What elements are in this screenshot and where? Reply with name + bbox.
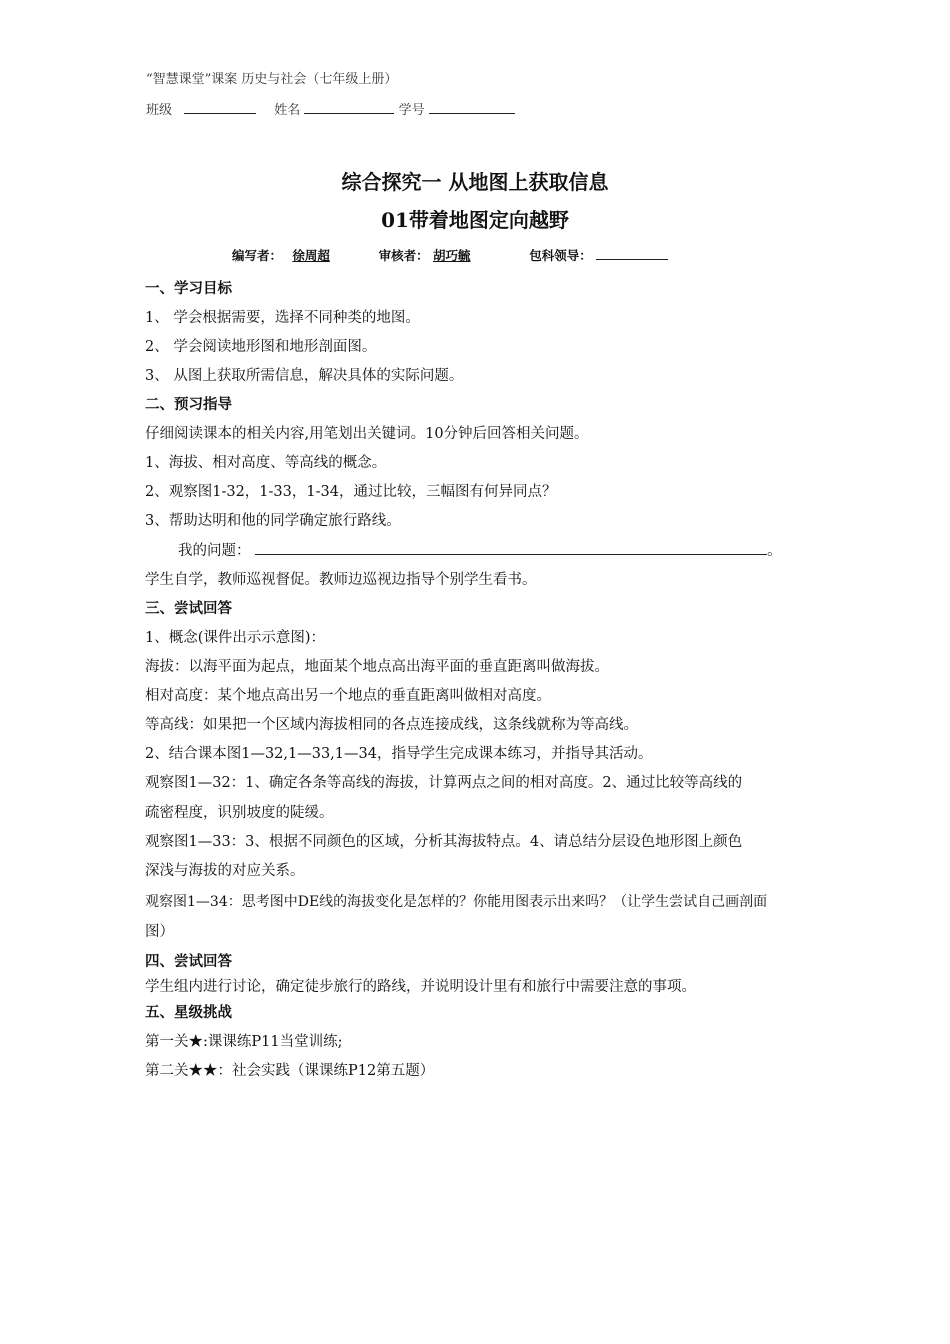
- credits-line: [232, 246, 668, 264]
- document-subtitle: “智慧课堂”课案 历史与社会（七年级上册）: [146, 72, 398, 87]
- try-line: 深浅与海拔的对应关系。: [145, 863, 305, 879]
- leader-label: 包科领导：: [529, 248, 592, 263]
- section-heading-try: 三、尝试回答: [145, 600, 232, 617]
- try-line: 2、结合课本图1—32,1—33,1—34，指导学生完成课本练习，并指导其活动。: [145, 746, 653, 762]
- section-heading-challenge: 五、星级挑战: [145, 1004, 232, 1021]
- try-line: 观察图1—32：1、确定各条等高线的海拔，计算两点之间的相对高度。2、通过比较等高线的: [145, 775, 743, 791]
- id-blank[interactable]: [429, 101, 515, 114]
- reviewer-name: 胡巧毓: [432, 248, 471, 263]
- preview-note: 学生自学，教师巡视督促。教师边巡视边指导个别学生看书。: [145, 572, 537, 588]
- name-label: 姓名: [274, 103, 301, 118]
- try-line: 观察图1—33：3、根据不同颜色的区域，分析其海拔特点。4、请总结分层设色地形图上颜色: [145, 834, 743, 850]
- challenge-line: 第一关★:课课练P11当堂训练;: [145, 1034, 343, 1050]
- discussion-line: 学生组内进行讨论，确定徒步旅行的路线，并说明设计里有和旅行中需要注意的事项。: [145, 979, 696, 995]
- try-line: 观察图1—34：思考图中DE线的海拔变化是怎样的？你能用图表示出来吗？（让学生尝试自己画剖面: [145, 894, 768, 910]
- try-line: 等高线：如果把一个区域内海拔相同的各点连接成线，这条线就称为等高线。: [145, 717, 638, 733]
- preview-line: 2、观察图1-32，1-33，1-34，通过比较，三幅图有何异同点？: [145, 484, 557, 500]
- try-line: 图）: [145, 924, 174, 940]
- my-question-end: 。: [767, 543, 782, 559]
- goal-item: 2、 学会阅读地形图和地形剖面图。: [145, 339, 377, 355]
- try-line: 海拔：以海平面为起点，地面某个地点高出海平面的垂直距离叫做海拔。: [145, 659, 609, 675]
- section-heading-preview: 二、预习指导: [145, 396, 232, 413]
- editor-label: 编写者：: [232, 248, 283, 263]
- preview-line: 3、帮助达明和他的同学确定旅行路线。: [145, 513, 401, 529]
- main-title: 综合探究一 从地图上获取信息: [341, 170, 609, 194]
- my-question-blank[interactable]: [255, 540, 767, 555]
- try-line: 疏密程度，识别坡度的陡缓。: [145, 805, 334, 821]
- preview-line: 1、海拔、相对高度、等高线的概念。: [145, 455, 387, 471]
- try-line: 相对高度：某个地点高出另一个地点的垂直距离叫做相对高度。: [145, 688, 551, 704]
- challenge-line: 第二关★★：社会实践（课课练P12第五题）: [145, 1063, 435, 1079]
- name-blank[interactable]: [304, 101, 394, 114]
- preview-line: 仔细阅读课本的相关内容,用笔划出关键词。10分钟后回答相关问题。: [145, 426, 589, 442]
- section-heading-try-2: 四、尝试回答: [145, 953, 232, 970]
- leader-blank[interactable]: [596, 247, 668, 260]
- reviewer-label: 审核者：: [378, 248, 429, 263]
- my-question-label: 我的问题：: [178, 543, 251, 559]
- section-heading-goals: 一、学习目标: [145, 280, 232, 297]
- my-question-row: [178, 539, 782, 560]
- lesson-title: 01带着地图定向越野: [381, 208, 569, 232]
- class-label: 班级: [146, 103, 173, 118]
- student-info-fields: [146, 99, 515, 118]
- class-blank[interactable]: [184, 101, 256, 114]
- goal-item: 1、 学会根据需要，选择不同种类的地图。: [145, 310, 420, 326]
- id-label: 学号: [398, 103, 425, 118]
- editor-name: 徐周超: [292, 248, 330, 263]
- try-line: 1、概念(课件出示示意图)：: [145, 630, 326, 646]
- goal-item: 3、 从图上获取所需信息，解决具体的实际问题。: [145, 368, 464, 384]
